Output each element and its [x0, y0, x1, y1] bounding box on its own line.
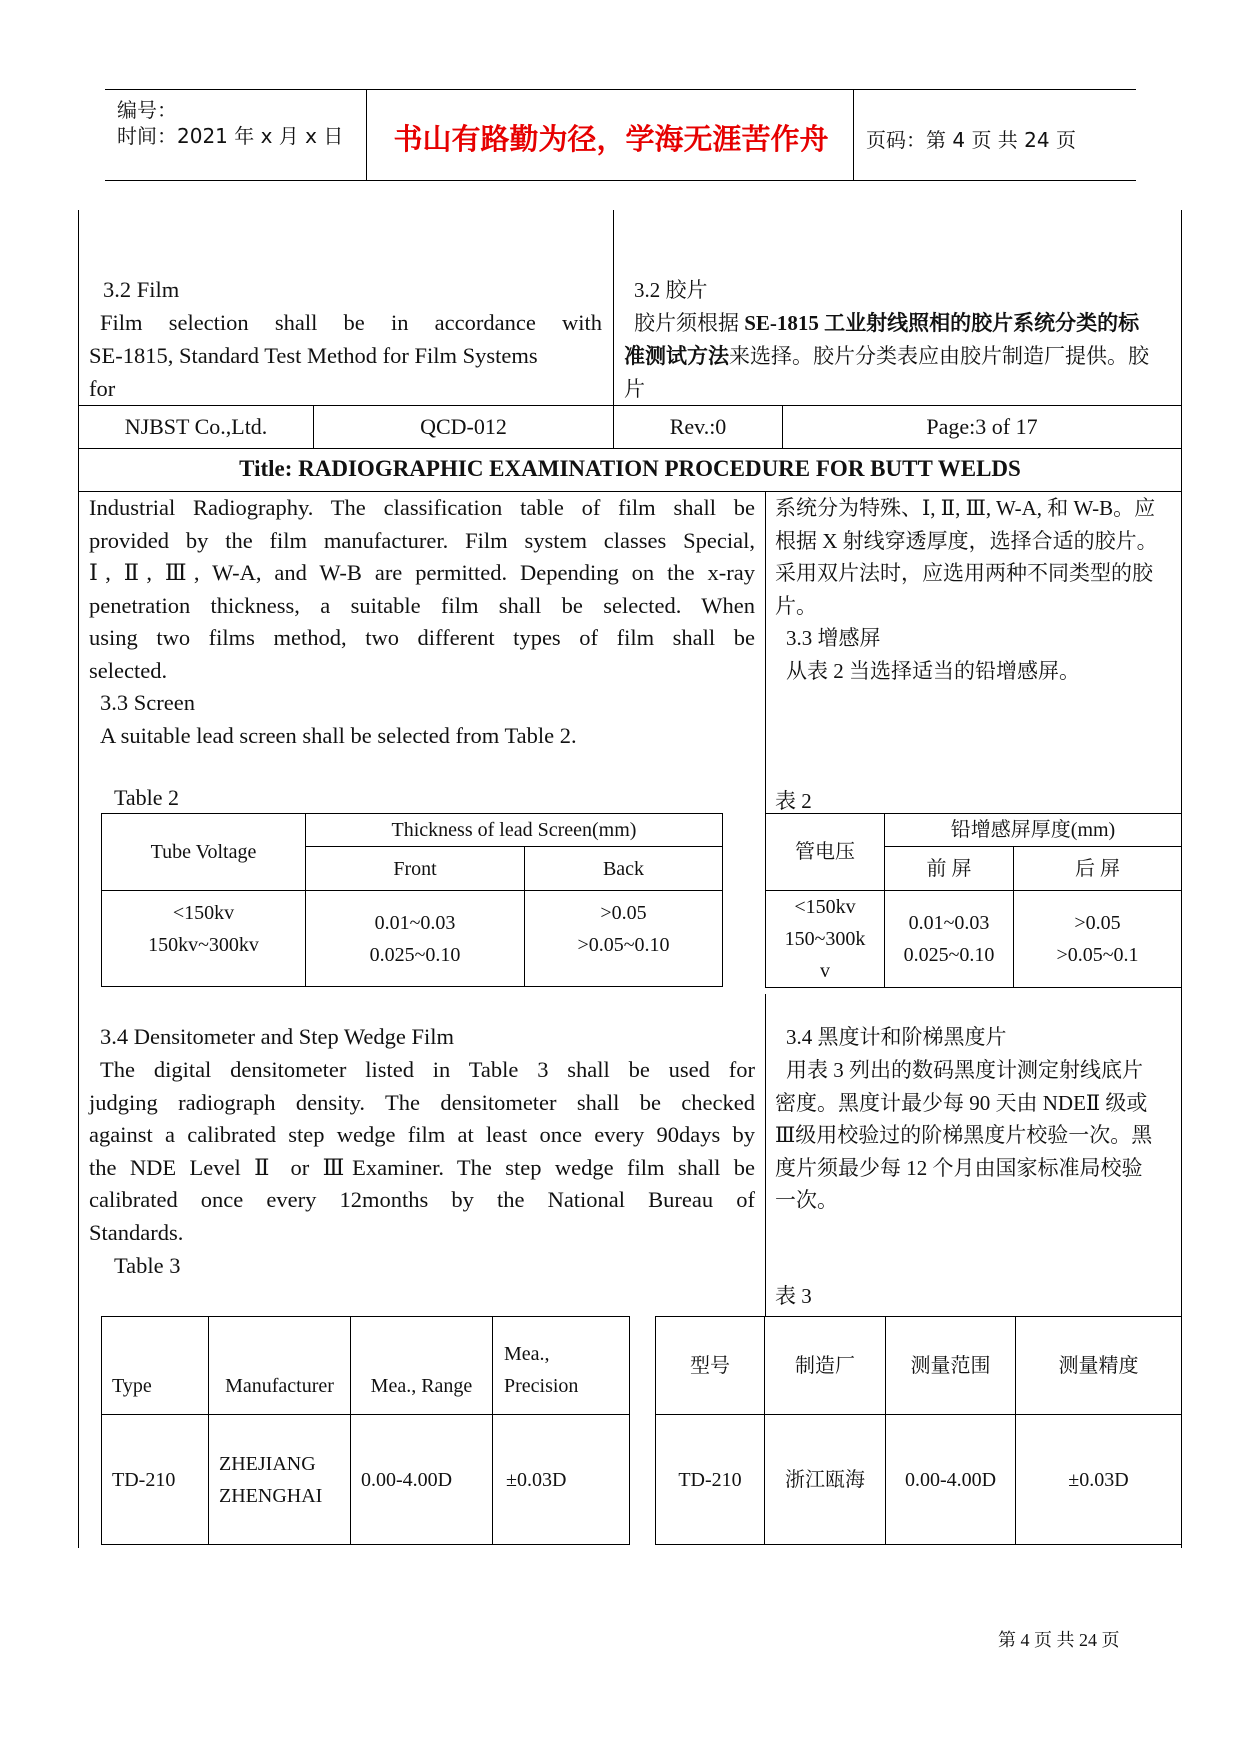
doc-number-label: 编号： — [117, 98, 177, 122]
table2-en-front-2: 0.025~0.10 — [369, 943, 461, 966]
film-body-en-line: penetration thickness, a suitable film shall be selected. When — [89, 592, 755, 618]
film-body-zh-line: 采用双片法时，应选用两种不同类型的胶 — [775, 561, 1153, 585]
company-name: NJBST Co.,Ltd. — [124, 414, 268, 439]
screen-text-en: A suitable lead screen shall be selected from Table 2. — [100, 723, 577, 748]
table3-zh-manufacturer: 浙江瓯海 — [765, 1415, 886, 1545]
table2-en-back-2: >0.05~0.10 — [577, 933, 670, 956]
table2-zh-back-2: >0.05~0.1 — [1056, 944, 1139, 966]
table2-en-front-header: Front — [306, 847, 525, 891]
header-divider-left — [366, 89, 367, 180]
film-text-zh-line2 — [624, 340, 1149, 373]
table2-en-front-1: 0.01~0.03 — [374, 911, 456, 934]
table2-caption-zh: 表 2 — [775, 789, 812, 813]
frame-mid-top — [613, 210, 614, 405]
table3-en — [101, 1316, 630, 1545]
table2-zh-front-header: 前 屏 — [885, 847, 1014, 891]
table2-zh-voltage-header: 管电压 — [766, 814, 885, 891]
table3-zh-type-header: 型号 — [656, 1317, 765, 1415]
film-text-zh-line1-pre: 胶片须根据 — [634, 311, 745, 335]
table3-zh-precision: ±0.03D — [1016, 1415, 1182, 1545]
film-text-en-line2: SE-1815, Standard Test Method for Film Systems — [89, 343, 538, 368]
densitometer-body-zh — [775, 1054, 1171, 1217]
table2-zh-front-cell — [885, 891, 1014, 988]
densitometer-body-zh-line: 度片须最少每 12 个月由国家标准局校验 — [775, 1155, 1143, 1180]
header-page-label: 页码：第 4 页 共 24 页 — [866, 128, 1076, 152]
densitometer-body-zh-line: Ⅲ级用校验过的阶梯黑度片校验一次。黑 — [775, 1123, 1153, 1147]
table3-en-range: 0.00-4.00D — [351, 1415, 493, 1545]
table2-zh-back-header: 后 屏 — [1014, 847, 1182, 891]
header-motto: 书山有路勤为径，学海无涯苦作舟 — [393, 122, 829, 156]
table3-en-range-header: Mea., Range — [351, 1317, 493, 1415]
densitometer-body-en-line: against a calibrated step wedge film at least once every 90days by — [89, 1122, 755, 1147]
film-text-en-line3: for — [89, 376, 116, 401]
doc-page-number: Page:3 of 17 — [926, 414, 1038, 439]
table2-caption-en: Table 2 — [114, 785, 180, 810]
table2-zh-voltage-cell — [766, 891, 885, 988]
densitometer-heading-en: 3.4 Densitometer and Step Wedge Film — [100, 1024, 454, 1049]
table2-zh-voltage-2: 150~300k — [784, 928, 866, 950]
docheader-top-rule — [78, 405, 1181, 406]
film-body-en-line: Industrial Radiography. The classification table of film shall be — [89, 495, 755, 520]
table3-en-precision-header-2: Precision — [504, 1375, 579, 1397]
body-column-divider-2 — [765, 994, 766, 1316]
densitometer-body-en-line: the NDE Level Ⅱ or ⅢExaminer. The step wedge film shall be — [89, 1154, 755, 1180]
docheader-mid-rule — [78, 448, 1181, 449]
densitometer-body-en-line: judging radiograph density. The densitometer shall be checked — [89, 1089, 755, 1115]
table3-en-manufacturer-1: ZHEJIANG — [219, 1452, 316, 1475]
document-code: QCD-012 — [420, 414, 507, 439]
table3-en-manufacturer-header: Manufacturer — [209, 1317, 351, 1415]
table3-zh-type: TD-210 — [656, 1415, 765, 1545]
film-text-en-line1: Film selection shall be in accordance with — [100, 310, 602, 335]
film-text-zh-line3: 片 — [624, 377, 645, 401]
table2-zh-thickness-header: 铅增感屏厚度(mm) — [885, 814, 1182, 847]
table2-en-back-header: Back — [525, 847, 723, 891]
film-heading-en: 3.2 Film — [103, 277, 180, 302]
header-top-rule — [105, 89, 1136, 90]
table3-en-type-header: Type — [102, 1317, 209, 1415]
table3-en-precision-header — [493, 1317, 630, 1415]
header-divider-right — [853, 89, 854, 180]
film-body-en-line: provided by the film manufacturer. Film system classes Special, — [89, 527, 755, 553]
table2-zh-front-1: 0.01~0.03 — [908, 912, 990, 934]
screen-heading-en: 3.3 Screen — [100, 690, 195, 715]
film-body-zh-line: 系统分为特殊、Ⅰ, Ⅱ, Ⅲ, W-A, 和 W-B。应 — [775, 496, 1156, 520]
table3-zh-manufacturer-header: 制造厂 — [765, 1317, 886, 1415]
table3-en-precision-header-1: Mea., — [504, 1343, 550, 1365]
table2-en-voltage-1: <150kv — [172, 901, 235, 924]
frame-right-top — [1181, 210, 1182, 434]
table3-zh-range: 0.00-4.00D — [886, 1415, 1016, 1545]
table2-zh-voltage-3: v — [820, 960, 830, 982]
film-body-zh-last: 片。 — [775, 593, 817, 618]
footer-page-number: 第 4 页 共 24 页 — [998, 1630, 1120, 1650]
table3-zh — [655, 1316, 1182, 1545]
film-body-en-last: selected. — [89, 657, 168, 683]
frame-left — [78, 210, 79, 1548]
densitometer-body-zh-line: 用表 3 列出的数码黑度计测定射线底片 — [786, 1058, 1143, 1082]
table2-en-front-cell — [306, 891, 525, 987]
film-body-zh-line: 根据 X 射线穿透厚度，选择合适的胶片。 — [775, 528, 1158, 553]
table2-zh-back-1: >0.05 — [1074, 912, 1121, 934]
film-text-zh-line2-bold: 准测试方法 — [624, 344, 729, 368]
table2-en-back-cell — [525, 891, 723, 987]
film-body-en — [89, 492, 755, 687]
table3-en-manufacturer — [209, 1415, 351, 1545]
table3-zh-precision-header: 测量精度 — [1016, 1317, 1182, 1415]
film-body-en-line: Ⅰ, Ⅱ, Ⅲ, W-A, and W-B are permitted. Depending on the x-ray — [89, 560, 755, 585]
densitometer-heading-zh: 3.4 黑度计和阶梯黑度片 — [786, 1025, 1007, 1049]
densitometer-body-en-last: Standards. — [89, 1219, 184, 1245]
table2-en-voltage-2: 150kv~300kv — [148, 933, 259, 956]
time-label: 时间：2021 年 x 月 x 日 — [117, 124, 344, 148]
header-bottom-rule — [105, 180, 1136, 181]
table2-en-thickness-header: Thickness of lead Screen(mm) — [306, 814, 723, 847]
table3-caption-en: Table 3 — [114, 1253, 181, 1278]
densitometer-body-en — [89, 1054, 755, 1249]
densitometer-body-en-line: The digital densitometer listed in Table 3 shall be used for — [100, 1057, 755, 1082]
table2-en-back-1: >0.05 — [600, 901, 647, 924]
table3-en-type: TD-210 — [102, 1415, 209, 1545]
film-body-en-line: using two films method, two different types of film shall be — [89, 625, 755, 650]
film-body-zh — [775, 492, 1171, 622]
film-text-zh-line2-rest: 来选择。胶片分类表应由胶片制造厂提供。胶 — [729, 344, 1149, 368]
revision: Rev.:0 — [669, 414, 727, 439]
table3-en-manufacturer-2: ZHENGHAI — [219, 1484, 323, 1507]
screen-text-zh: 从表 2 当选择适当的铅增感屏。 — [786, 659, 1080, 683]
table2-zh-back-cell — [1014, 891, 1182, 988]
film-heading-zh: 3.2 胶片 — [634, 278, 708, 302]
densitometer-body-en-line: calibrated once every 12months by the National Bureau of — [89, 1187, 755, 1212]
table2-en-voltage-header: Tube Voltage — [102, 814, 306, 891]
table2-zh-front-2: 0.025~0.10 — [903, 944, 995, 966]
table2-en — [101, 813, 723, 987]
table2-en-voltage-cell — [102, 891, 306, 987]
screen-heading-zh: 3.3 增感屏 — [786, 626, 881, 650]
film-text-zh-line1-bold: SE-1815 工业射线照相的胶片系统分类的标 — [744, 311, 1140, 335]
densitometer-body-zh-last: 一次。 — [775, 1188, 838, 1212]
table3-zh-range-header: 测量范围 — [886, 1317, 1016, 1415]
body-column-divider — [765, 491, 766, 819]
table3-en-precision: ±0.03D — [493, 1415, 630, 1545]
table2-zh — [765, 813, 1182, 988]
table3-caption-zh: 表 3 — [775, 1284, 812, 1308]
film-text-zh-line1 — [634, 307, 1139, 340]
table2-zh-voltage-1: <150kv — [794, 896, 856, 918]
document-title: Title: RADIOGRAPHIC EXAMINATION PROCEDURE FOR BUTT WELDS — [239, 456, 1021, 481]
densitometer-body-zh-line: 密度。黑度计最少每 90 天由 NDEⅡ 级或 — [775, 1090, 1148, 1115]
